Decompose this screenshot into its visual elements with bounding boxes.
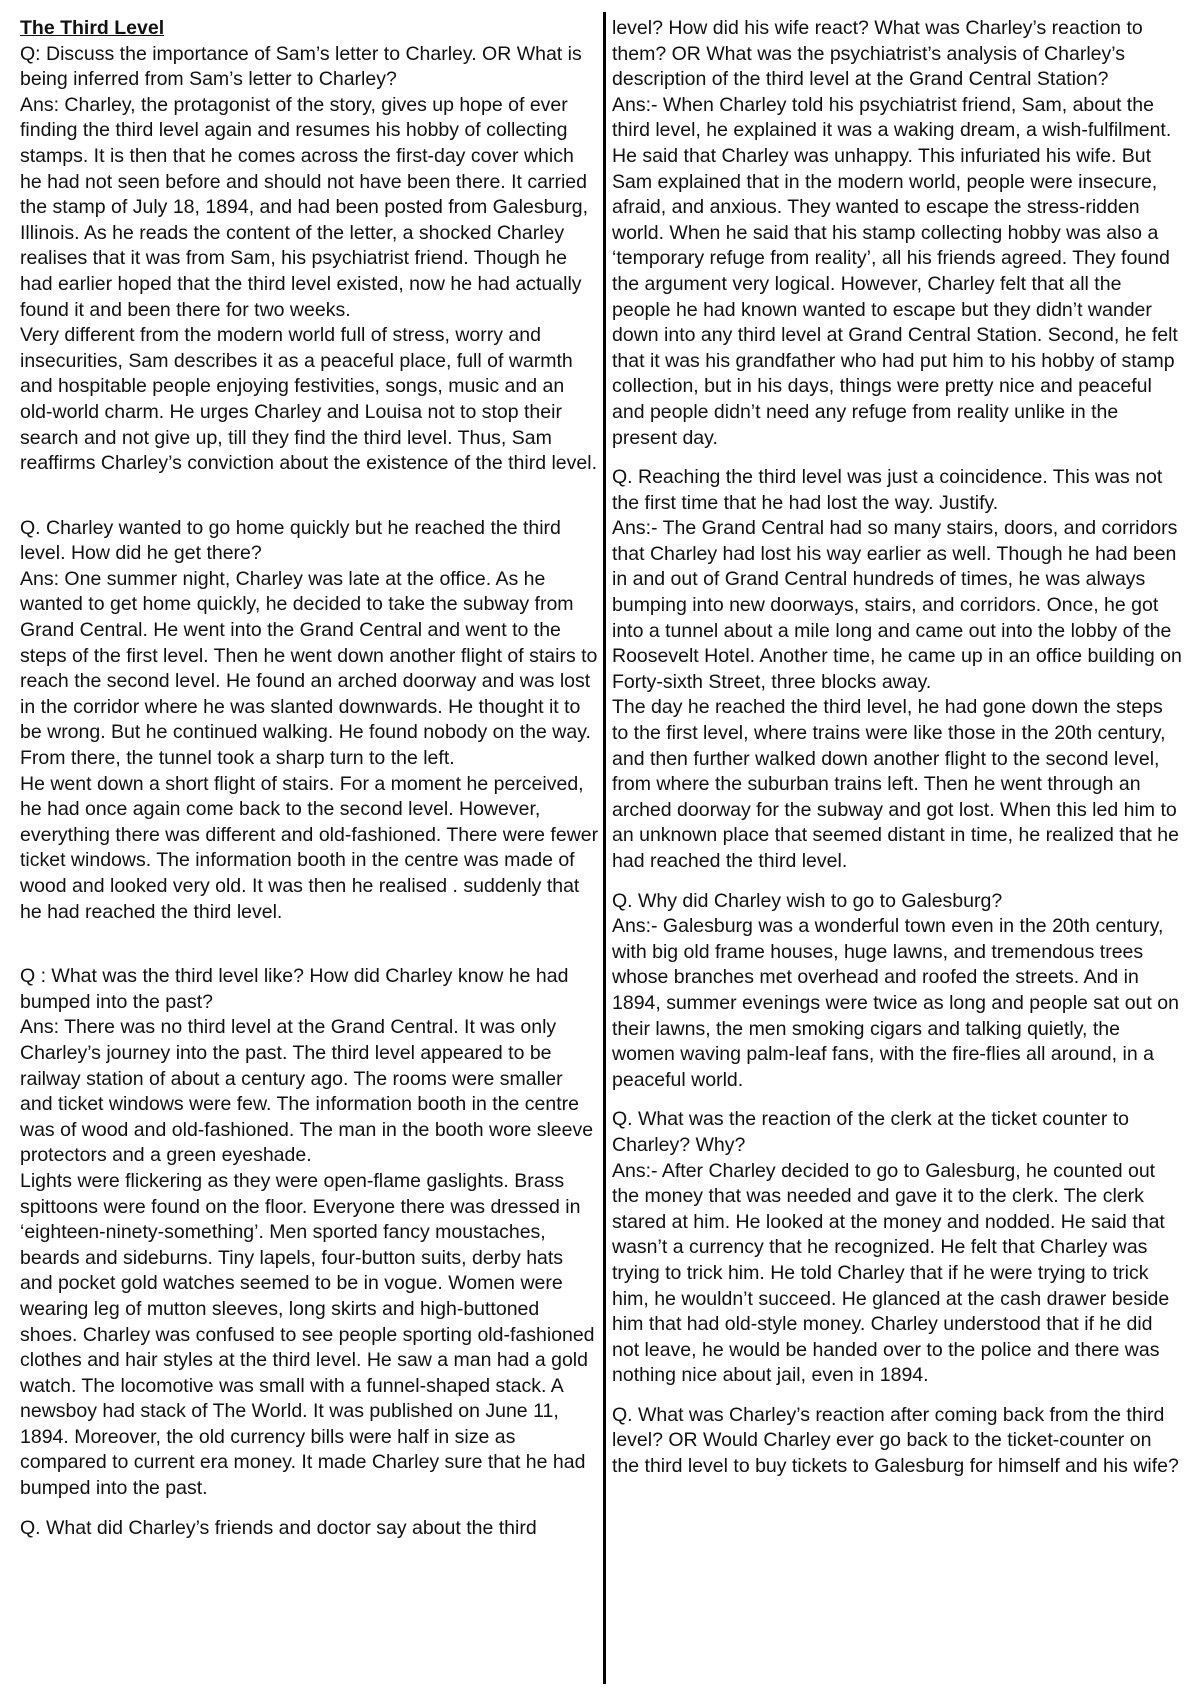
question-5: Q. Reaching the third level was just a coincidence. This was not the first time that he had lost the way. Justify.	[612, 466, 1163, 514]
answer-2-paragraph-2: He went down a short flight of stairs. For a moment he perceived, he had once again come back to the second level. However, everything there was different and old-fashioned. There were fewer ticket windows. The information booth in the centre was made of wood and looked very old. It was then he realised . suddenly that he had reached the third level.	[20, 772, 599, 923]
answer-5-paragraph-1: Ans:- The Grand Central had so many stairs, doors, and corridors that Charley had lost his way earlier as well. Though he had been in and out of Grand Central hundreds of times, he was always bumping into new doorways, stairs, and corridors. Once, he got into a tunnel about a mile long and came out into the lobby of the Roosevelt Hotel. Another time, he came up in an office building on Forty-sixth Street, three blocks away.	[612, 517, 1182, 693]
column-divider	[603, 12, 606, 1684]
question-3: Q : What was the third level like? How did Charley know he had bumped into the past?	[20, 965, 569, 1013]
document-title: The Third Level	[20, 17, 165, 39]
question-4-start: Q. What did Charley’s friends and doctor say about the third	[20, 1516, 537, 1539]
answer-7: Ans:- After Charley decided to go to Galesburg, he counted out the money that was needed and gave it to the clerk. The clerk stared at him. He looked at the money and nodded. He said that wasn’t a currency that he recognized. He felt that Charley was trying to trick him. He told Charley that if he were trying to trick him, he wouldn’t succeed. He glanced at the cash drawer beside him that had old-style money. Charley understood that if he did not leave, he would be handed over to the police and there was nothing nice about jail, even in 1894.	[612, 1159, 1170, 1387]
left-column	[20, 16, 600, 1541]
right-column	[612, 16, 1182, 1480]
question-4-continued: level? How did his wife react? What was Charley’s reaction to them? OR What was the psychiatrist’s analysis of Charley’s description of the third level at the Grand Central Station?	[612, 17, 1143, 91]
answer-1-paragraph-1: Ans: Charley, the protagonist of the story, gives up hope of ever finding the third level again and resumes his hobby of collecting stamps. It is then that he comes across the first-day cover which he had not seen before and should not have been there. It carried the stamp of July 18, 1894, and had been posted from Galesburg, Illinois. As he reads the content of the letter, a shocked Charley realises that it was from Sam, his psychiatrist friend. Though he had earlier hoped that the third level existed, now he had actually found it and been there for two weeks.	[20, 93, 589, 321]
answer-4: Ans:- When Charley told his psychiatrist friend, Sam, about the third level, he explained it was a waking dream, a wish-fulfilment. He said that Charley was unhappy. This infuriated his wife. But Sam explained that in the modern world, people were insecure, afraid, and anxious. They wanted to escape the stress-ridden world. When he said that his stamp collecting hobby was also a ‘temporary refuge from reality’, all his friends agreed. They found the argument very logical. However, Charley felt that all the people he had known wanted to escape but they didn’t wander down into any third level at Grand Central Station. Second, he felt that it was his grandfather who had put him to his hobby of stamp collection, but in his days, things were pretty nice and peaceful and people didn’t need any refuge from reality unlike in the present day.	[612, 93, 1178, 449]
answer-5-paragraph-2: The day he reached the third level, he had gone down the steps to the first level, where trains were like those in the 20th century, and then further walked down another flight to the second level, from where the suburban trains left. Then he went through an arched doorway for the subway and got lost. When this led him to an unknown place that seemed distant in time, he realized that he had reached the third level.	[612, 696, 1179, 872]
question-6: Q. Why did Charley wish to go to Galesburg?	[612, 889, 1003, 912]
answer-3-paragraph-2: Lights were flickering as they were open-flame gaslights. Brass spittoons were found on the floor. Everyone there was dressed in ‘eighteen-ninety-something’. Men sported fancy moustaches, beards and sideburns. Tiny lapels, four-button suits, derby hats and pocket gold watches seemed to be in vogue. Women were wearing leg of mutton sleeves, long skirts and high-buttoned shoes. Charley was confused to see people sporting old-fashioned clothes and hair styles at the third level. He saw a man had a gold watch. The locomotive was small with a funnel-shaped stack. A newsboy had stack of The World. It was published on June 11, 1894. Moreover, the old currency bills were half in size as compared to current era money. It made Charley sure that he had bumped into the past.	[20, 1169, 595, 1500]
answer-6: Ans:- Galesburg was a wonderful town even in the 20th century, with big old frame houses, huge lawns, and tremendous trees whose branches met overhead and roofed the streets. And in 1894, summer evenings were twice as long and people sat out on their lawns, the men smoking cigars and talking quietly, the women waving palm-leaf fans, with the fire-flies all around, in a peaceful world.	[612, 915, 1179, 1091]
question-8: Q. What was Charley’s reaction after coming back from the third level? OR Would Charley ever go back to the ticket-counter on the third level to buy tickets to Galesburg for himself and his wife?	[612, 1403, 1179, 1478]
question-1: Q: Discuss the importance of Sam’s letter to Charley. OR What is being inferred from Sam’s letter to Charley?	[20, 42, 582, 91]
answer-3-paragraph-1: Ans: There was no third level at the Grand Central. It was only Charley’s journey into the past. The third level appeared to be railway station of about a century ago. The rooms were smaller and ticket windows were few. The information booth in the centre was of wood and old-fashioned. The man in the booth wore sleeve protectors and a green eyeshade.	[20, 1016, 594, 1167]
question-7: Q. What was the reaction of the clerk at the ticket counter to Charley? Why?	[612, 1108, 1129, 1156]
answer-2-paragraph-1: Ans: One summer night, Charley was late at the office. As he wanted to get home quickly, he decided to take the subway from Grand Central. He went into the Grand Central and went to the steps of the first level. Then he went down another flight of stairs to reach the second level. He found an arched doorway and was lost in the corridor where he was slanted downwards. He thought it to be wrong. But he continued walking. He found nobody on the way. From there, the tunnel took a sharp turn to the left.	[20, 567, 598, 770]
answer-1-paragraph-2: Very different from the modern world full of stress, worry and insecurities, Sam describes it as a peaceful place, full of warmth and hospitable people enjoying festivities, songs, music and an old-world charm. He urges Charley and Louisa not to stop their search and not give up, till they find the third level. Thus, Sam reaffirms Charley’s conviction about the existence of the third level.	[20, 324, 597, 475]
question-2: Q. Charley wanted to go home quickly but he reached the third level. How did he get there?	[20, 516, 561, 565]
